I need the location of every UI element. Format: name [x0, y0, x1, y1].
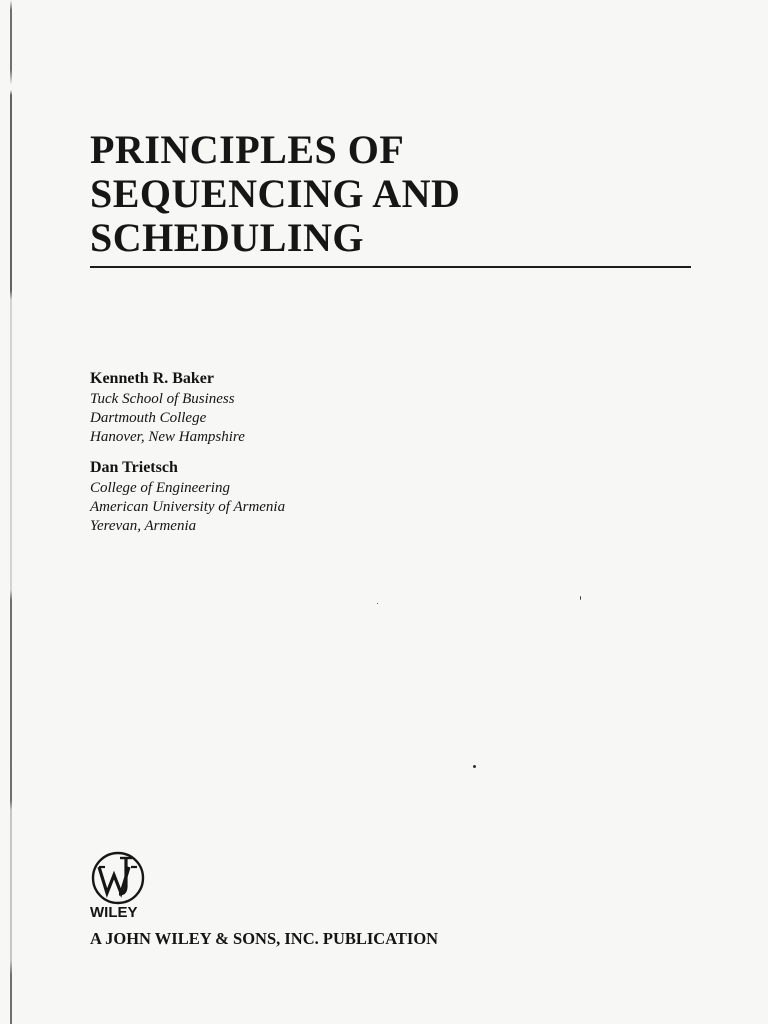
scan-binding-edge	[10, 0, 12, 1024]
affiliation-line: American University of Armenia	[90, 499, 286, 515]
book-title	[90, 128, 460, 260]
scan-speck	[580, 596, 581, 600]
publisher-line: A JOHN WILEY & SONS, INC. PUBLICATION	[90, 929, 439, 948]
title-divider	[90, 266, 691, 268]
author-entry	[90, 458, 285, 536]
book-title-line: SCHEDULING	[90, 215, 364, 260]
affiliation-line: Dartmouth College	[90, 410, 207, 426]
affiliation-line: College of Engineering	[90, 480, 230, 496]
affiliation-line: Tuck School of Business	[90, 391, 235, 407]
scan-speck	[473, 765, 476, 768]
affiliation-line: Yerevan, Armenia	[90, 518, 197, 534]
author-name: Dan Trietsch	[90, 459, 178, 476]
book-title-line: SEQUENCING AND	[90, 171, 461, 216]
author-entry	[90, 369, 285, 447]
author-affiliation	[90, 479, 285, 536]
wiley-jw-logo-icon	[90, 850, 146, 906]
book-title-line: PRINCIPLES OF	[90, 127, 405, 172]
author-list	[90, 369, 285, 536]
author-affiliation	[90, 390, 285, 447]
affiliation-line: Hanover, New Hampshire	[90, 429, 245, 445]
author-name: Kenneth R. Baker	[90, 370, 214, 387]
publisher-logo-text: WILEY	[90, 904, 138, 921]
scan-speck	[377, 603, 378, 604]
